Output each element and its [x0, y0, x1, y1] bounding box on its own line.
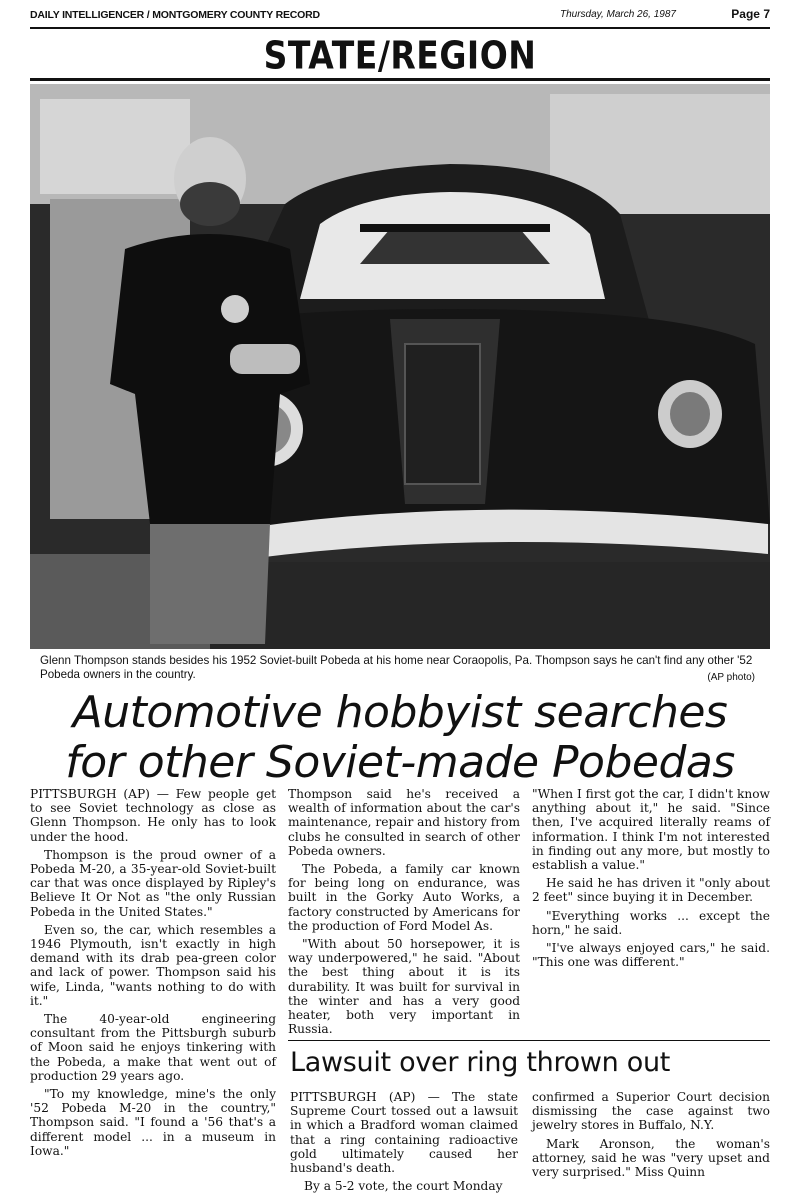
news-photo: [30, 84, 770, 649]
car-photo-illustration: [30, 84, 770, 649]
paragraph: The 40-year-old engineering consultant from the Pittsburgh suburb of Moon said he enjoys tinkering with the Pobeda, a make that went out of production 29 years ago.: [30, 1012, 276, 1083]
masthead-rule: [30, 27, 770, 29]
second-article-column-2: [532, 1090, 770, 1183]
paragraph: The Pobeda, a family car known for being long on endurance, was built in the Gorky Auto Works, a factory constructed by Americans for the production of Ford Model As.: [288, 862, 520, 933]
paragraph: "To my knowledge, mine's the only '52 Pobeda M-20 in the country," Thompson said. "I found a '56 that's a different model ... in a museum in Iowa.": [30, 1087, 276, 1158]
paragraph: Even so, the car, which resembles a 1946 Plymouth, isn't exactly in high demand with its drab pea-green color and lack of power. Thompson said his wife, Linda, "wants nothing to do with it.": [30, 922, 276, 1008]
paragraph: He said he has driven it "only about 2 feet" since buying it in December.: [532, 876, 770, 905]
section-rule: [30, 78, 770, 81]
paragraph: "Everything works ... except the horn," he said.: [532, 908, 770, 937]
paragraph: Mark Aronson, the woman's attorney, said he was "very upset and very surprised." Miss Quinn: [532, 1136, 770, 1180]
paragraph: Thompson is the proud owner of a Pobeda M-20, a 35-year-old Soviet-built car that was once displayed by Ripley's Believe It Or Not as "the only Russian Pobeda in the United States.": [30, 847, 276, 919]
article-column-3: [532, 787, 770, 973]
second-article-column-1: [290, 1090, 518, 1197]
masthead: [30, 6, 770, 26]
article-column-1: [30, 787, 276, 1162]
paragraph: Thompson said he's received a wealth of information about the car's maintenance, repair and history from clubs he consulted in search of other Pobeda owners.: [288, 787, 520, 858]
newspaper-name: DAILY INTELLIGENCER / MONTGOMERY COUNTY RECORD: [30, 9, 320, 21]
section-title: STATE/REGION: [263, 33, 537, 78]
paragraph: confirmed a Superior Court decision dismissing the case against two jewelry stores in Buffalo, N.Y.: [532, 1090, 770, 1133]
issue-date: Thursday, March 26, 1987: [560, 9, 676, 20]
article-headline: [30, 688, 770, 788]
article-divider: [288, 1040, 770, 1041]
paragraph: By a 5-2 vote, the court Monday: [304, 1179, 503, 1194]
paragraph: "I've always enjoyed cars," he said. "This one was different.": [532, 941, 770, 970]
page-number: Page 7: [731, 7, 770, 21]
article-column-2: [288, 787, 520, 1040]
photo-credit: (AP photo): [707, 672, 755, 683]
paragraph: "When I first got the car, I didn't know anything about it," he said. "Since then, I've acquired literally reams of information. I think I'm not interested in finding out any more, but mostly to establish a value.": [532, 787, 770, 873]
paragraph: PITTSBURGH (AP) — The state Supreme Court tossed out a lawsuit in which a Bradford woman claimed that a ring containing radioactive gold ultimately caused her husband's death.: [290, 1090, 518, 1176]
paragraph: "With about 50 horsepower, it is way underpowered," he said. "About the best thing about it is its durability. It was built for survival in the winter and has a very good heater, both very important in Russia.: [288, 937, 520, 1037]
paragraph: PITTSBURGH (AP) — Few people get to see Soviet technology as close as Glenn Thompson. He only has to look under the hood.: [30, 787, 276, 844]
photo-caption: Glenn Thompson stands besides his 1952 Soviet-built Pobeda at his home near Coraopolis, Pa. Thompson says he can't find any other '52 Pobeda owners in the country.: [40, 654, 753, 681]
headline-line-1: Automotive hobbyist searches: [72, 687, 728, 738]
headline-line-2: for other Soviet-made Pobedas: [65, 737, 735, 788]
second-article-headline: Lawsuit over ring thrown out: [290, 1047, 671, 1078]
